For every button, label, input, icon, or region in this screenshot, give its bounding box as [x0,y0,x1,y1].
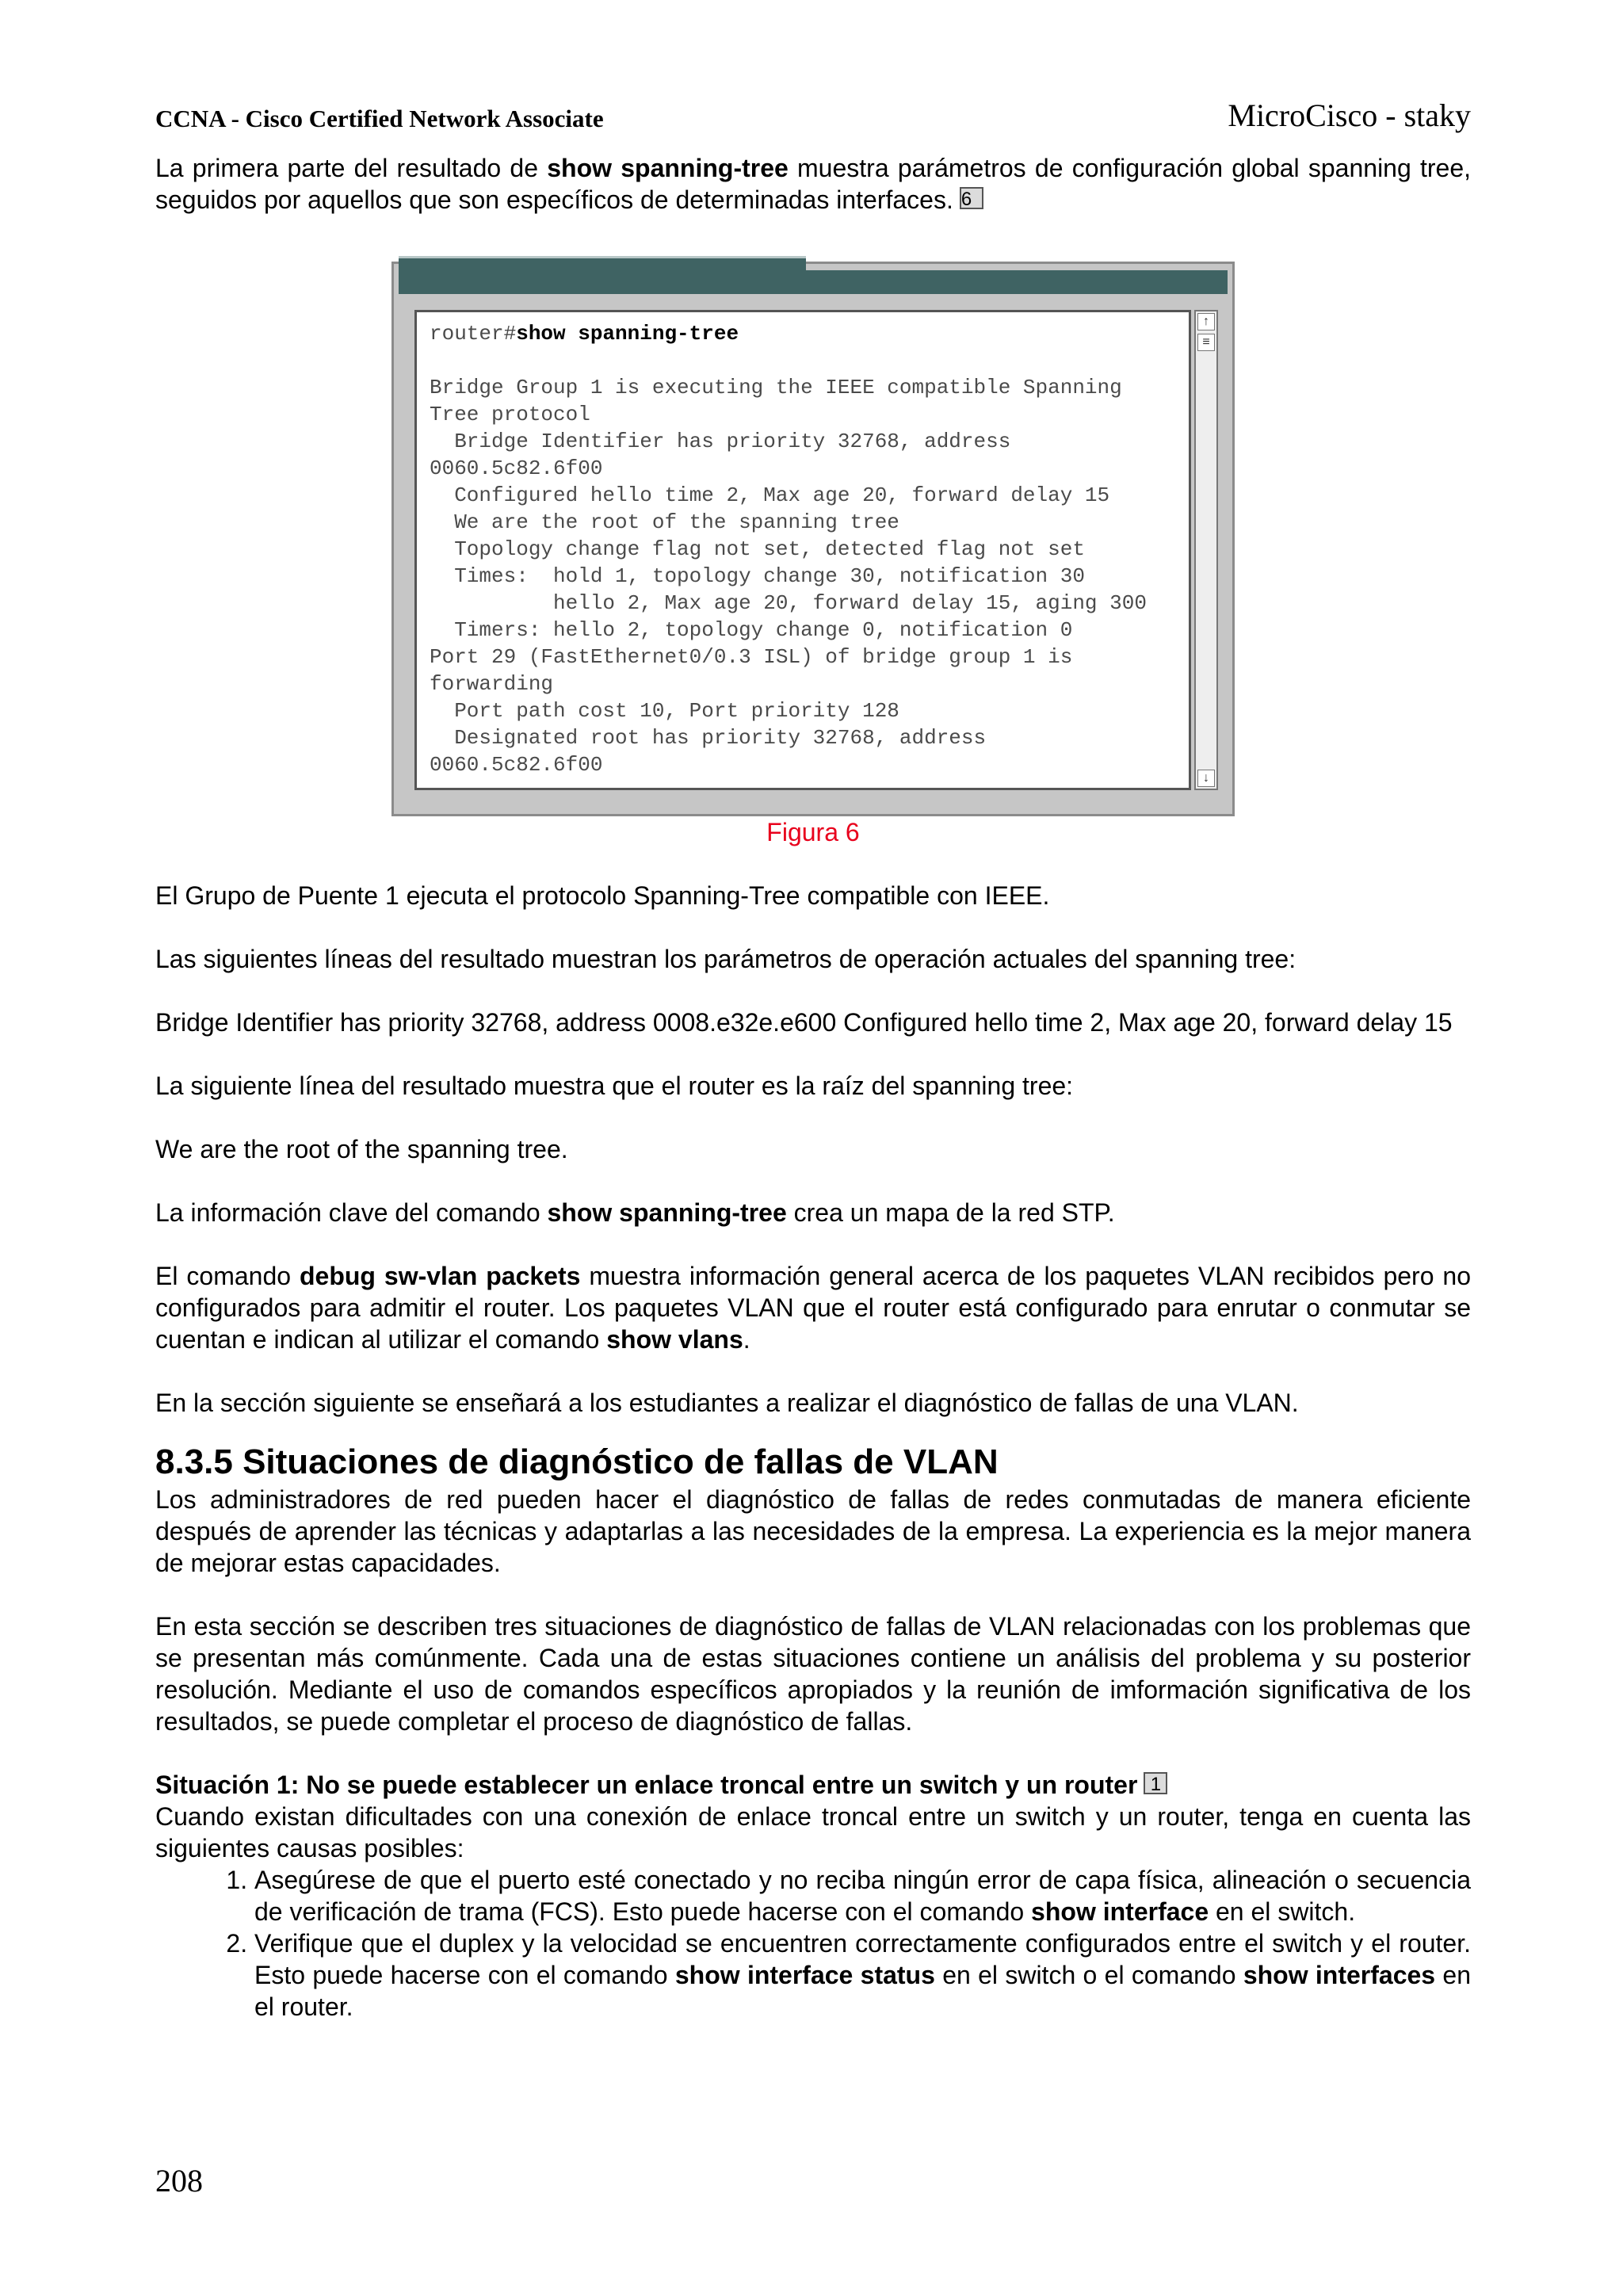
scroll-up-icon[interactable]: ↑ [1197,313,1215,330]
situation-heading [155,1769,1471,1801]
text: en el router. [254,1961,1472,2021]
paragraph: Los administradores de red pueden hacer el diagnóstico de fallas de redes conmutadas de manera eficiente después de aprender las técnicas y adaptarlas a las necesidades de la empresa. La experiencia es la mejor manera de mejorar estas capacidades. [155,1485,1471,1577]
text: . [743,1325,750,1354]
scroll-thumb-icon[interactable]: ≡ [1197,334,1215,351]
terminal-command: show spanning-tree [516,322,739,346]
page-number: 208 [155,2163,203,2199]
terminal-output [430,320,1147,778]
paragraph: Bridge Identifier has priority 32768, address 0008.e32e.e600 Configured hello time 2, Max age 20, forward delay 15 [155,1008,1453,1037]
text: Verifique que el duplex y la velocidad se encuentren correctamente configurados entre el switch y el router. Esto puede hacerse con el comando [254,1929,1471,1989]
figure-title-bar [399,270,1228,294]
command-text: show spanning-tree [547,154,789,182]
section-heading: 8.3.5 Situaciones de diagnóstico de fallas de VLAN [155,1442,999,1481]
list-item [254,1864,1471,1927]
command-text: show vlans [606,1325,743,1354]
text: El comando [155,1262,300,1290]
paragraph: Las siguientes líneas del resultado muestran los parámetros de operación actuales del spanning tree: [155,945,1296,973]
terminal-figure [391,262,1235,816]
header-author: MicroCisco - staky [1228,97,1471,133]
page-header [155,94,1471,141]
page-content [155,152,1471,2023]
paragraph [155,1197,1471,1228]
terminal-text: Bridge Group 1 is executing the IEEE compatible Spanning Tree protocol Bridge Identifier has priority 32768, address 0060.5c82.6f00 Configured hello time 2, Max age 20, forward delay 15 We are the root of the spanning tree Topology change flag not set, detected flag not set Times: hold 1, topology change 30, notification 30 hello 2, Max age 20, forward delay 15, aging 300 Timers: hello 2, topology change 0, notification 0 Port 29 (FastEthernet0/0.3 ISL) of bridge group 1 is forwarding Port path cost 10, Port priority 128 Designated root has priority 32768, address 0060.5c82.6f00 [430,376,1147,777]
command-text: show interface [1031,1897,1209,1926]
paragraph: En la sección siguiente se enseñará a los estudiantes a realizar el diagnóstico de fallas de una VLAN. [155,1389,1299,1417]
command-text: show spanning-tree [547,1198,787,1227]
text: La información clave del comando [155,1198,548,1227]
causes-list [155,1864,1471,2023]
figure-link-badge[interactable]: 1 [1144,1772,1167,1794]
paragraph: La siguiente línea del resultado muestra que el router es la raíz del spanning tree: [155,1072,1074,1100]
text: crea un mapa de la red STP. [786,1198,1115,1227]
text: Asegúrese de que el puerto esté conectado y no reciba ningún error de capa física, alineación o secuencia de verificación de trama (FCS). Esto puede hacerse con el comando [254,1866,1471,1926]
command-text: show interfaces [1243,1961,1436,1989]
text: La primera parte del resultado de [155,154,548,182]
paragraph [155,1260,1471,1355]
situation-title: Situación 1: No se puede establecer un enlace troncal entre un switch y un router [155,1771,1138,1799]
header-title: CCNA - Cisco Certified Network Associate [155,105,604,132]
terminal-scrollbar[interactable] [1194,310,1218,790]
terminal-window [414,310,1191,790]
figure-link-badge[interactable]: 6 [960,187,983,209]
figure-caption: Figura 6 [766,818,860,846]
paragraph: En esta sección se describen tres situaciones de diagnóstico de fallas de VLAN relacionadas con los problemas que se presentan más comúnmente. Cada una de estas situaciones contiene un análisis del problema y su posterior resolución. Mediante el uso de comandos específicos apropiados y la reunión de imformación significativa de los resultados, se puede completar el proceso de diagnóstico de fallas. [155,1612,1471,1736]
paragraph: We are the root of the spanning tree. [155,1135,568,1163]
text: en el switch. [1209,1897,1356,1926]
scroll-down-icon[interactable]: ↓ [1197,770,1215,787]
intro-paragraph [155,152,1471,216]
text: muestra parámetros de configuración global spanning tree, seguidos por aquellos que son específicos de determinadas interfaces. [155,154,1472,214]
text: muestra información general acerca de los paquetes VLAN recibidos pero no configurados para admitir el router. Los paquetes VLAN que el router está configurado para enrutar o conmutar se cuentan e indican al utilizar el comando [155,1262,1472,1354]
command-text: show interface status [674,1961,935,1989]
text: en el switch o el comando [934,1961,1243,1989]
paragraph: Cuando existan dificultades con una conexión de enlace troncal entre un switch y un router, tenga en cuenta las siguientes causas posibles: [155,1802,1471,1862]
command-text: debug sw-vlan packets [299,1262,581,1290]
terminal-prompt: router# [430,322,517,346]
list-item [254,1927,1471,2023]
paragraph: El Grupo de Puente 1 ejecuta el protocolo Spanning-Tree compatible con IEEE. [155,881,1050,910]
